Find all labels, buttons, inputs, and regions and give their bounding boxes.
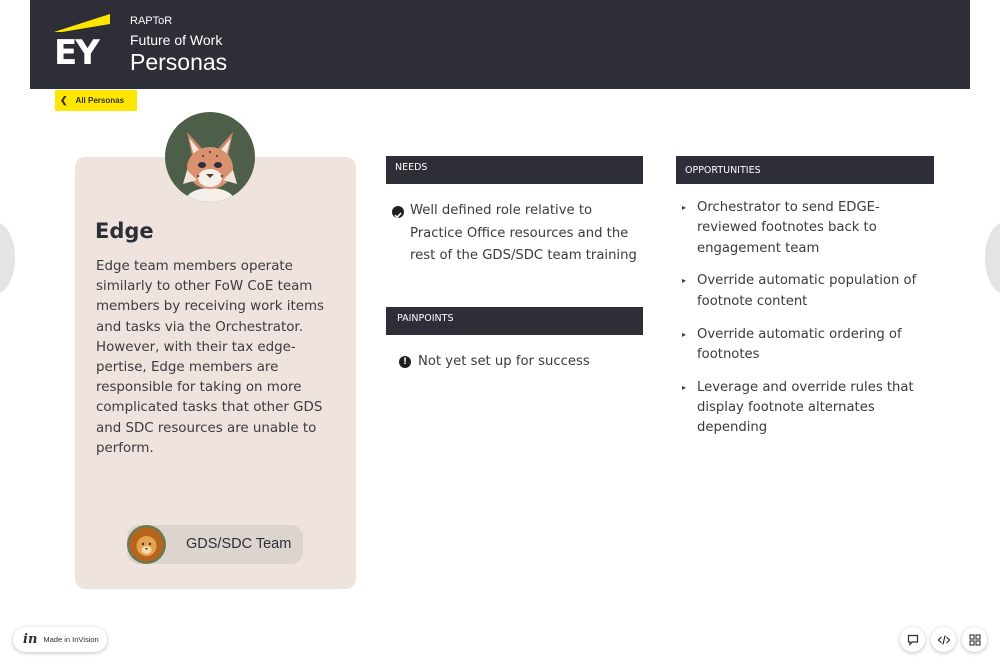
painpoints-heading: PAINPOINTS (386, 307, 643, 335)
comment-button[interactable] (900, 627, 925, 652)
check-circle-icon (392, 206, 404, 218)
list-item (682, 325, 937, 366)
triangle-right-icon: ▸ (682, 329, 687, 339)
ey-logo (54, 12, 110, 73)
opportunities-list (682, 198, 937, 451)
page-title: Personas (130, 49, 228, 75)
brand-title-block (130, 14, 227, 75)
all-personas-button[interactable] (55, 90, 137, 111)
triangle-right-icon: ▸ (682, 382, 687, 392)
next-persona-button[interactable] (985, 222, 1000, 294)
painpoint-item-text: Not yet set up for success (418, 354, 590, 369)
opportunity-text: Leverage and override rules that display footnote alternates depending (697, 379, 914, 436)
app-header (30, 0, 970, 89)
previous-persona-button[interactable] (0, 222, 15, 294)
team-label[interactable]: GDS/SDC Team (186, 536, 292, 552)
chevron-left-icon: ❮ (60, 95, 68, 105)
exclamation-circle-icon: ! (399, 356, 411, 368)
invision-badge-text: Made in InVision (43, 635, 99, 644)
all-personas-label: All Personas (75, 96, 125, 105)
triangle-right-icon: ▸ (682, 203, 687, 212)
opportunity-text: Orchestrator to send EDGE-reviewed footnotes back to engagement team (697, 200, 880, 256)
list-item (682, 378, 937, 439)
needs-heading: NEEDS (386, 156, 643, 184)
invision-logo-icon: in (23, 632, 38, 647)
comment-icon (907, 634, 919, 646)
list-item (682, 271, 937, 312)
persona-description: Edge team members operate similarly to other FoW CoE team members by receiving work items and tasks via the Orchestrator. However, with their tax edge-pertise, Edge members are responsible for taking on more complicated tasks that other GDS and SDC resources are unable to perform. (96, 259, 325, 456)
ey-logo-beam (54, 12, 110, 32)
persona-avatar (165, 112, 255, 202)
code-icon (937, 634, 951, 646)
persona-name: Edge (95, 219, 154, 243)
team-avatar[interactable] (127, 525, 166, 564)
app-subtitle: Future of Work (130, 32, 223, 48)
opportunity-text: Override automatic ordering of footnotes (697, 326, 902, 362)
lynx-icon (165, 112, 255, 202)
needs-item-text: Well defined role relative to Practice Office resources and the rest of the GDS/SDC team training (410, 203, 637, 263)
grid-icon (969, 634, 981, 646)
triangle-right-icon: ▸ (682, 276, 687, 286)
inspect-code-button[interactable] (931, 627, 956, 652)
app-name: RAPToR (130, 15, 173, 27)
ey-logo-text: EY (54, 33, 98, 73)
opportunities-heading: OPPORTUNITIES (676, 156, 934, 184)
lion-icon (127, 525, 166, 564)
made-in-invision-badge[interactable] (13, 627, 107, 652)
opportunity-text: Override automatic population of footnote content (697, 273, 917, 309)
list-item (682, 198, 937, 259)
screens-grid-button[interactable] (962, 627, 987, 652)
